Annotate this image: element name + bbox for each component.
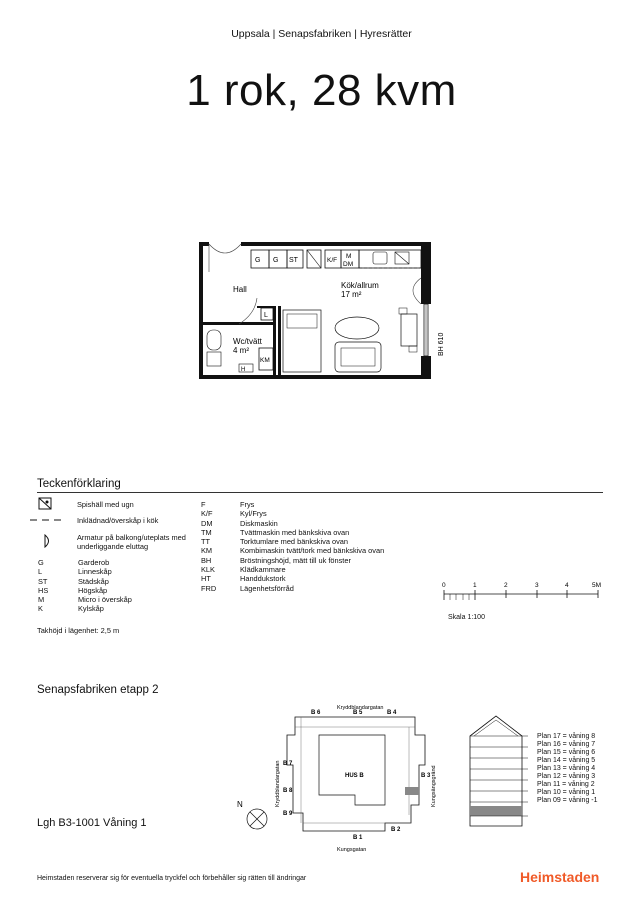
legend-code: BH — [201, 555, 212, 565]
legend-desc: Garderob — [78, 558, 110, 567]
legend-symbol-dashed: Inklädnad/överskåp i kök — [77, 516, 159, 525]
legend-desc: Micro i överskåp — [78, 595, 132, 605]
scale-tick-2: 2 — [504, 582, 508, 589]
block-b1: B 1 — [353, 835, 363, 841]
legend-code: K/F — [201, 509, 213, 519]
legend-row — [201, 519, 384, 528]
legend-code: KM — [201, 546, 213, 556]
legend-row — [38, 577, 132, 586]
legend-row — [201, 500, 384, 509]
legend-desc: Torktumlare med bänkskiva ovan — [240, 537, 349, 547]
building-section — [462, 712, 532, 834]
legend-row — [38, 586, 132, 595]
balcony-fitting-icon — [43, 534, 53, 548]
legend-desc: Kyl/Frys — [240, 509, 267, 519]
ceiling-height-note: Takhöjd i lägenhet: 2,5 m — [37, 626, 120, 635]
legend-code: TM — [201, 527, 212, 537]
legend-code: TT — [201, 537, 211, 547]
legend-row — [201, 537, 384, 546]
legend-title: Teckenförklaring — [37, 478, 121, 490]
floor-plan — [195, 238, 445, 383]
block-b2: B 2 — [391, 827, 401, 833]
block-b5: B 5 — [353, 710, 363, 716]
legend-code: HT — [201, 574, 211, 584]
scale-tick-1: 1 — [473, 582, 477, 589]
legend-row — [201, 565, 384, 574]
plan-item: Plan 14 = våning 5 — [537, 757, 596, 764]
compass-north: N — [237, 800, 243, 809]
legend-row — [201, 546, 384, 555]
km-label: KM — [260, 357, 270, 364]
floor-plan-list — [537, 733, 598, 805]
ht-label: H — [241, 367, 246, 373]
plan-item: Plan 12 = våning 3 — [537, 773, 596, 780]
legend-desc: Kombimaskin tvätt/tork med bänkskiva ovan — [240, 546, 385, 556]
block-b8: B 8 — [283, 788, 293, 794]
disclaimer: Heimstaden reserverar sig för eventuella tryckfel och förbehåller sig rätten till ändringar — [37, 875, 307, 882]
plan-item: Plan 09 = våning -1 — [537, 797, 598, 804]
scale-bar — [436, 578, 606, 608]
room-kitchen-label: Kök/allrum — [341, 281, 379, 290]
street-west: Kryddblandargatan — [275, 760, 281, 807]
legend-desc: Städskåp — [78, 576, 109, 586]
legend-row — [201, 584, 384, 593]
legend-row — [201, 528, 384, 537]
project-subtitle: Uppsala | Senapsfabriken | Hyresrätter — [231, 28, 412, 40]
legend-symbol-stove: Spishäll med ugn — [77, 500, 134, 509]
legend-desc: Kylskåp — [78, 604, 104, 614]
legend-desc: Högskåp — [78, 585, 108, 595]
plan-item: Plan 10 = våning 1 — [537, 789, 596, 796]
bh-label: BH 610 — [438, 332, 445, 356]
legend-desc: Linneskåp — [78, 567, 112, 577]
block-b9: B 9 — [283, 811, 293, 817]
legend-desc: Frys — [240, 500, 255, 509]
plan-item: Plan 13 = våning 4 — [537, 765, 596, 772]
building-label: HUS B — [345, 773, 364, 779]
legend-divider — [37, 492, 603, 493]
highlight-building — [405, 787, 419, 795]
current-floor-highlight — [470, 806, 522, 816]
room-wc-label: Wc/tvätt — [233, 337, 262, 346]
kitchen-area-label: 17 m² — [341, 290, 362, 299]
room-hall-label: Hall — [233, 285, 247, 294]
wc-area-label: 4 m² — [233, 346, 249, 355]
legend-code: KLK — [201, 565, 215, 575]
legend-code: G — [38, 558, 44, 567]
block-b7: B 7 — [283, 761, 293, 767]
street-south: Kungsgatan — [337, 847, 367, 853]
legend-row — [201, 509, 384, 518]
linen-l-label: L — [264, 312, 268, 319]
scale-tick-5: 5M — [592, 582, 602, 589]
dashed-line-icon — [30, 517, 66, 523]
brand-logo: Heimstaden — [520, 869, 600, 885]
closet-st-label: ST — [289, 257, 298, 264]
legend-row — [201, 556, 384, 565]
legend-desc: Handdukstork — [240, 574, 286, 584]
block-b3: B 3 — [421, 773, 431, 779]
appliance-m-label: M — [346, 253, 352, 260]
legend-code: FRD — [201, 583, 217, 593]
plan-item: Plan 11 = våning 2 — [537, 781, 595, 788]
scale-tick-4: 4 — [565, 582, 569, 589]
closet-g2-label: G — [273, 257, 279, 264]
legend-code: ST — [38, 576, 48, 586]
appliance-dm-label: DM — [343, 261, 354, 268]
legend-row — [38, 595, 132, 604]
legend-code: M — [38, 595, 45, 605]
legend-desc: Klädkammare — [240, 565, 286, 575]
legend-row — [201, 574, 384, 583]
legend-desc: Bröstningshöjd, mätt till uk fönster — [240, 555, 351, 565]
appliance-kf-label: K/F — [327, 257, 338, 264]
legend-code: F — [201, 500, 206, 509]
closet-g1-label: G — [255, 257, 261, 264]
legend-symbol-fitting: Armatur på balkong/uteplats med underliggande eluttag — [77, 533, 186, 552]
site-plan — [235, 695, 445, 855]
street-north: Kryddblandargatan — [337, 705, 384, 711]
legend-code: K — [38, 604, 43, 614]
legend-desc: Diskmaskin — [240, 518, 278, 528]
legend-row — [38, 604, 132, 613]
site-title: Senapsfabriken etapp 2 — [37, 684, 159, 696]
block-b4: B 4 — [387, 710, 397, 716]
plan-item: Plan 15 = våning 6 — [537, 749, 596, 756]
legend-codes-right — [201, 500, 384, 593]
plan-item: Plan 17 = våning 8 — [537, 733, 596, 740]
street-east: Kungsängsgränd — [431, 765, 437, 807]
scale-tick-0: 0 — [442, 582, 446, 589]
plan-item: Plan 16 = våning 7 — [537, 741, 596, 748]
legend-desc: Lägenhetsförråd — [240, 583, 294, 593]
legend-code: DM — [201, 518, 213, 528]
stove-oven-icon — [38, 497, 54, 511]
scale-label: Skala 1:100 — [448, 614, 485, 621]
legend-code: L — [38, 567, 43, 577]
legend-code: HS — [38, 585, 49, 595]
apartment-label: Lgh B3-1001 Våning 1 — [37, 817, 147, 829]
legend-desc: Tvättmaskin med bänkskiva ovan — [240, 527, 350, 537]
legend-row — [38, 567, 132, 576]
block-b6: B 6 — [311, 710, 321, 716]
legend-row — [38, 558, 132, 567]
page-title: 1 rok, 28 kvm — [186, 66, 457, 115]
legend-codes-left — [38, 558, 132, 614]
scale-tick-3: 3 — [535, 582, 539, 589]
